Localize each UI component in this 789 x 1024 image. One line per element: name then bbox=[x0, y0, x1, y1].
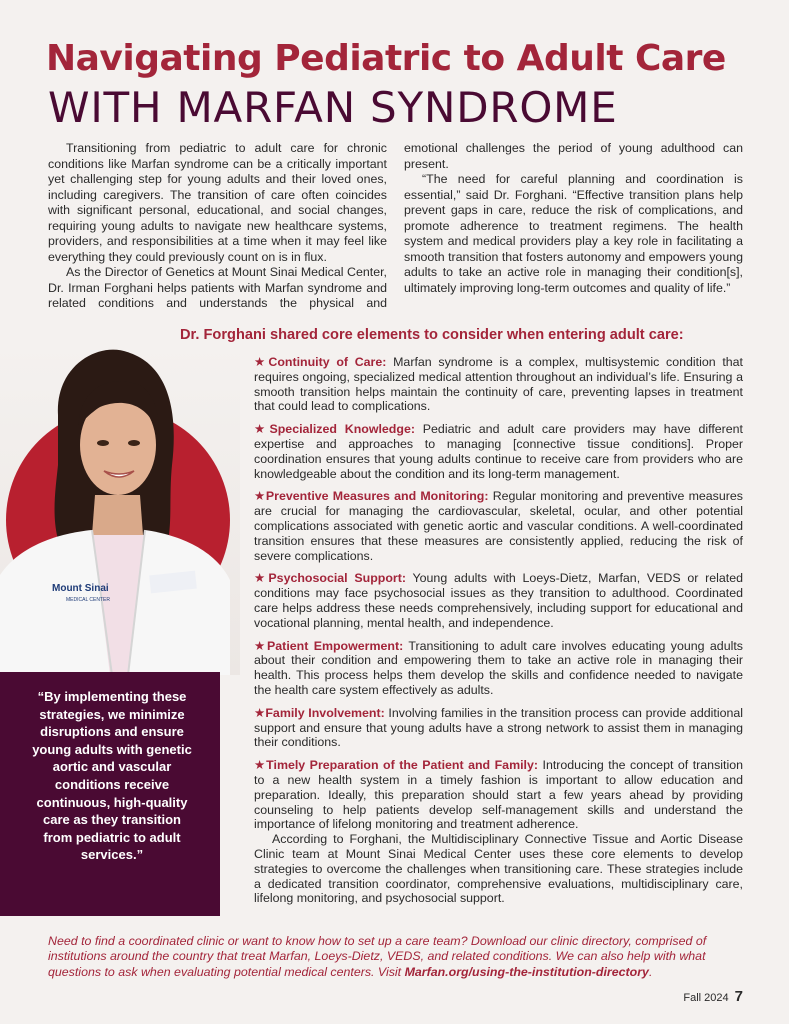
cta-end: . bbox=[648, 964, 653, 979]
list-item-text: Young adults with Loeys-Dietz, Marfan, VEDS or related conditions may face psychosocial issues as they transition to adulthood. Coordinated care helps address these needs comprehensively, including support for educational and vocational planning, mental health, and independence. bbox=[254, 571, 744, 630]
list-item-text: Regular monitoring and preventive measures are crucial for managing the cardiovascular, skeletal, ocular, and other potential complications associated with genetic aortic and vascular conditions. A well-coordinated transition ensures that these measures are consistently applied, reducing the risk of severe complications. bbox=[254, 489, 743, 563]
list-item-title: Family Involvement: bbox=[265, 705, 385, 720]
page-title-line-1: Navigating Pediatric to Adult Care bbox=[46, 38, 726, 79]
list-item-text: Transitioning to adult care involves educating young adults about their condition and empowering them to take an active role in managing their health. This process helps them develop the skills and confidence needed to navigate the health care system effectively as adults. bbox=[254, 638, 743, 697]
intro-paragraph: As the Director of Genetics at Mount Sinai Medical Center, Dr. Irman Forghani helps patients with Marfan syndrome and related conditions and understands the physical and emotional challenges the period of young adulthood can present. bbox=[48, 141, 743, 310]
star-icon: ★ bbox=[254, 758, 267, 773]
list-item-title: Specialized Knowledge: bbox=[269, 422, 415, 437]
list-item bbox=[254, 489, 743, 563]
directory-link[interactable]: Marfan.org/using-the-institution-directory bbox=[404, 964, 649, 979]
intro-paragraph: “The need for careful planning and coordination is essential,” said Dr. Forghani. “Effective transition plans help prevent gaps in care, reduce the risk of complications, and promote adherence to treatment regimens. The health system and medical providers play a key role in facilitating a smooth transition that fosters autonomy and empowers young adults to take an active role in managing their condition[s], ultimately improving long-term outcomes and quality of life.” bbox=[404, 172, 743, 295]
star-icon: ★ bbox=[254, 571, 269, 586]
section-subhead: Dr. Forghani shared core elements to consider when entering adult care: bbox=[180, 327, 684, 343]
list-item-title: Patient Empowerment: bbox=[267, 638, 404, 653]
star-icon: ★ bbox=[254, 638, 268, 653]
list-item-title: Preventive Measures and Monitoring: bbox=[265, 489, 489, 504]
intro-paragraph: Transitioning from pediatric to adult care for chronic conditions like Marfan syndrome can be a critically important yet challenging step for young adults and their loved ones, including caregivers. The transition of care often coincides with significant personal, educational, and social changes, requiring young adults to navigate new healthcare systems, providers, and responsibilities at a time when it may feel like everything they could previously count on is in flux. bbox=[48, 141, 387, 264]
list-item-text: Marfan syndrome is a complex, multisystemic condition that requires ongoing, specialized medical attention throughout an individual’s life. Ensuring a smooth transition helps maintain the continuity of care, preventing lapses in treatment that could lead to complications. bbox=[254, 355, 743, 414]
list-item bbox=[254, 355, 743, 414]
list-item-text: Pediatric and adult care providers may have different expertise and approaches to managing [connective tissue conditions]. Proper coordination ensures that young adults continue to receive care from providers who are knowledgeable about the condition and its long-term management. bbox=[254, 422, 743, 481]
star-icon: ★ bbox=[254, 489, 266, 504]
page-number: 7 bbox=[734, 988, 743, 1005]
list-item bbox=[254, 422, 743, 481]
issue-label: Fall 2024 bbox=[683, 992, 729, 1004]
page-footer bbox=[683, 988, 743, 1005]
list-item-title: Timely Preparation of the Patient and Family: bbox=[266, 758, 538, 773]
star-icon: ★ bbox=[254, 355, 269, 369]
pull-quote: “By implementing these strategies, we minimize disruptions and ensure young adults with genetic aortic and vascular conditions receive continuous, high-quality care as they transition from pediatric to adult services.” bbox=[0, 672, 220, 916]
page-title-line-2: WITH MARFAN SYNDROME bbox=[48, 83, 618, 132]
star-icon: ★ bbox=[254, 705, 266, 720]
cta-text: Need to find a coordinated clinic or want to know how to set up a care team? Download our clinic directory, comprised of institutions around the country that treat Marfan, Loeys-Dietz, VEDS, and related conditions. We can also help with what questions to ask when evaluating potential medical centers. Visit bbox=[48, 934, 707, 979]
call-to-action bbox=[48, 934, 744, 980]
list-item bbox=[254, 639, 743, 698]
list-item-text: Introducing the concept of transition to a new health system in a timely fashion is important to allow education and preparation. Ideally, this preparation should start a few years ahead by providing counseling to help patients develop self-management skills and understand the importance of lifelong monitoring and treatment adherence. bbox=[254, 758, 744, 832]
list-item bbox=[254, 758, 743, 832]
list-item bbox=[254, 706, 743, 750]
list-item-text: Involving families in the transition process can provide additional support and ensure that young adults have a strong network to assist them in managing their conditions. bbox=[254, 705, 744, 750]
core-elements-list bbox=[254, 355, 743, 906]
doctor-portrait-illustration bbox=[0, 345, 240, 675]
list-item-title: Continuity of Care: bbox=[268, 355, 387, 369]
list-item-title: Psychosocial Support: bbox=[268, 571, 406, 586]
star-icon: ★ bbox=[254, 422, 270, 437]
coat-embroidery-subtext: MEDICAL CENTER bbox=[66, 597, 110, 603]
doctor-photo bbox=[0, 345, 240, 675]
intro-text bbox=[48, 141, 743, 312]
list-item bbox=[254, 571, 743, 630]
coat-embroidery: Mount Sinai bbox=[52, 583, 109, 594]
closing-paragraph: According to Forghani, the Multidisciplinary Connective Tissue and Aortic Disease Clinic team at Mount Sinai Medical Center uses these core elements to develop strategies to overcome the challenges when transitioning care. These strategies include a dedicated transition coordinator, comprehensive evaluations, multidisciplinary care, lifelong monitoring, and psychosocial support. bbox=[254, 832, 743, 906]
